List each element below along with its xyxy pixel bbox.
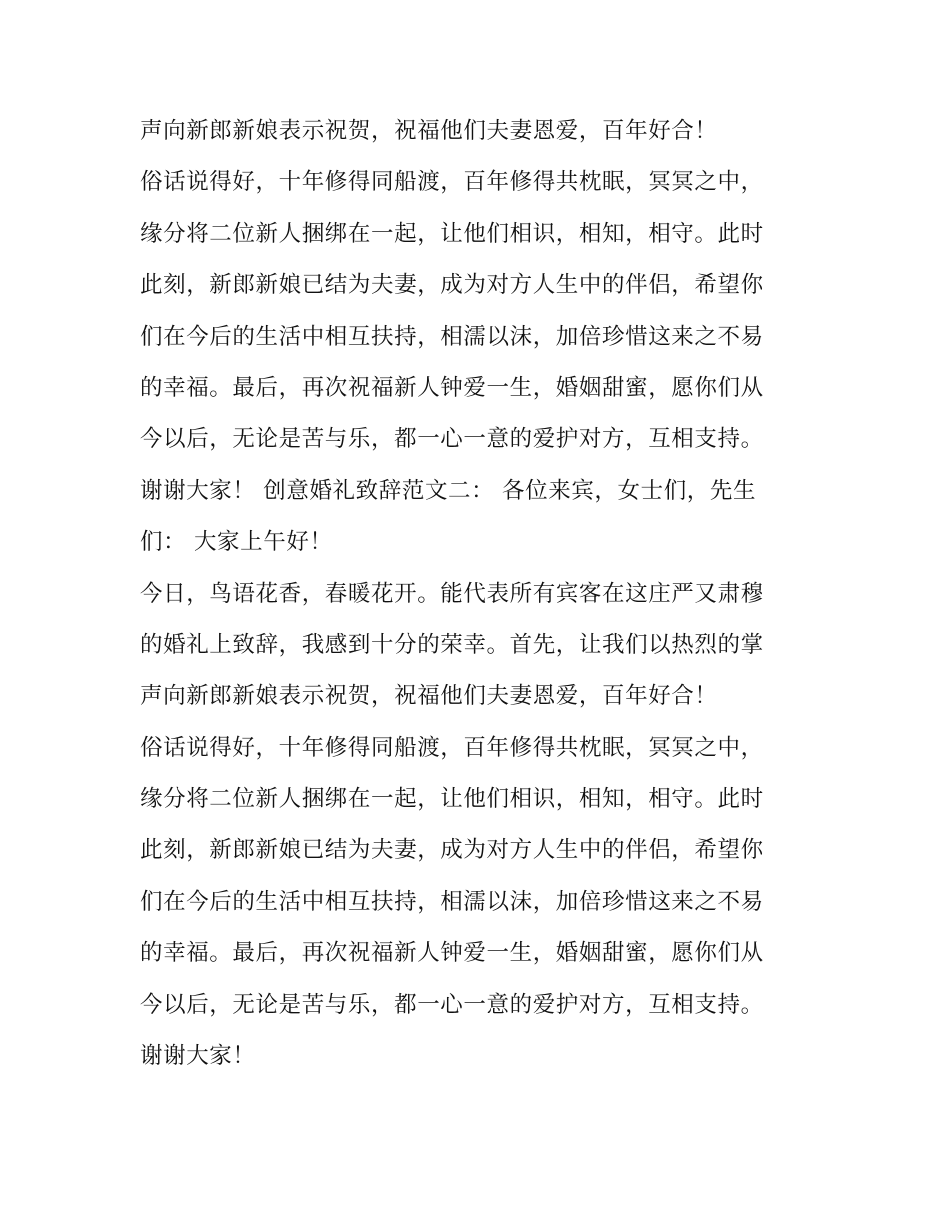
- body-text: [140, 106, 820, 1082]
- text-line: 缘分将二位新人捆绑在一起，让他们相识，相知，相守。此时: [140, 220, 764, 247]
- text-line: 今日，鸟语花香，春暖花开。能代表所有宾客在这庄严又肃穆: [140, 580, 764, 607]
- text-line: 俗话说得好，十年修得同船渡，百年修得共枕眠，冥冥之中，: [140, 734, 764, 761]
- text-line: 们： 大家上午好！: [140, 529, 333, 556]
- text-line: 今以后，无论是苦与乐，都一心一意的爱护对方，互相支持。: [140, 426, 764, 453]
- text-line: 的幸福。最后，再次祝福新人钟爱一生，婚姻甜蜜，愿你们从: [140, 940, 764, 967]
- text-line: 声向新郎新娘表示祝贺，祝福他们夫妻恩爱，百年好合！: [140, 118, 718, 144]
- text-line: 俗话说得好，十年修得同船渡，百年修得共枕眠，冥冥之中，: [140, 169, 764, 196]
- text-line: 的婚礼上致辞，我感到十分的荣幸。首先，让我们以热烈的掌: [140, 631, 764, 658]
- text-line: 们在今后的生活中相互扶持，相濡以沫，加倍珍惜这来之不易: [140, 888, 764, 915]
- text-line: 此刻，新郎新娘已结为夫妻，成为对方人生中的伴侣，希望你: [140, 837, 764, 864]
- text-line: 缘分将二位新人捆绑在一起，让他们相识，相知，相守。此时: [140, 786, 764, 813]
- text-line: 的幸福。最后，再次祝福新人钟爱一生，婚姻甜蜜，愿你们从: [140, 374, 764, 401]
- text-line: 声向新郎新娘表示祝贺，祝福他们夫妻恩爱，百年好合！: [140, 683, 718, 710]
- text-line: 们在今后的生活中相互扶持，相濡以沫，加倍珍惜这来之不易: [140, 323, 764, 350]
- text-line: 此刻，新郎新娘已结为夫妻，成为对方人生中的伴侣，希望你: [140, 272, 764, 299]
- text-line: 谢谢大家！: [140, 1043, 256, 1070]
- text-line: 今以后，无论是苦与乐，都一心一意的爱护对方，互相支持。: [140, 991, 764, 1018]
- text-line: 谢谢大家！ 创意婚礼致辞范文二： 各位来宾，女士们，先生: [140, 477, 757, 504]
